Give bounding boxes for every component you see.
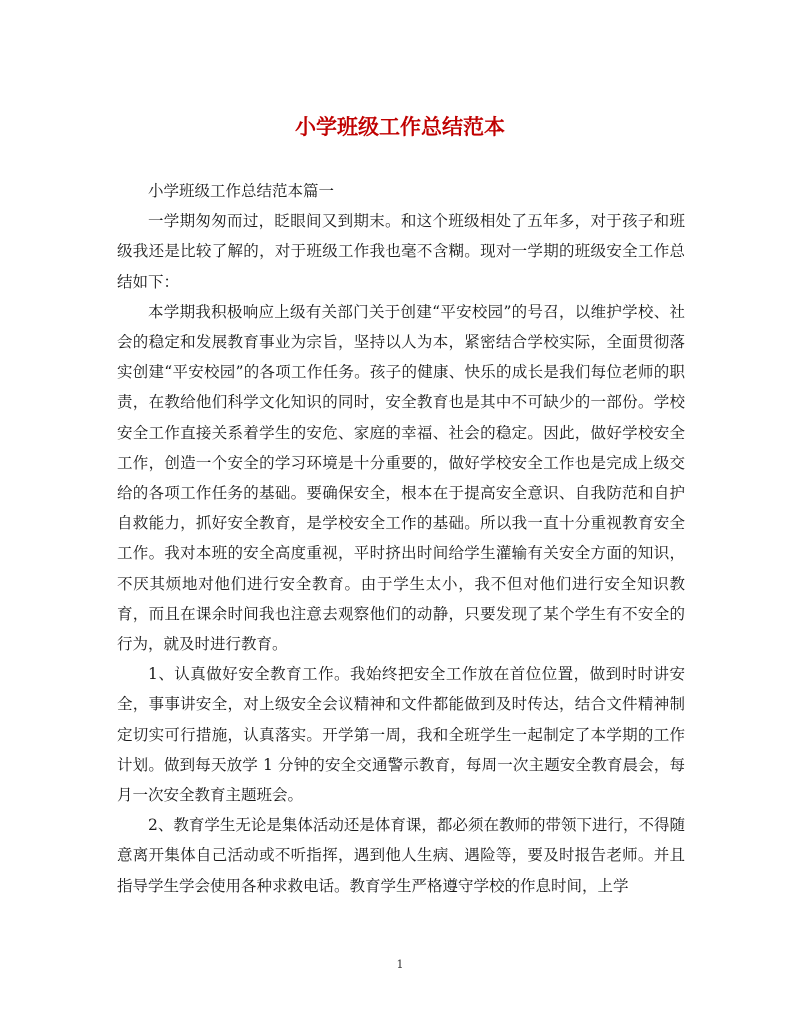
paragraph-intro: 一学期匆匆而过，眨眼间又到期末。和这个班级相处了五年多，对于孩子和班级我还是比较了解的，对于班级工作我也毫不含糊。现对一学期的班级安全工作总结如下： [117,212,685,291]
paragraph-item-1: 1、认真做好安全教育工作。我始终把安全工作放在首位位置，做到时时讲安全，事事讲安全，对上级安全会议精神和文件都能做到及时传达，结合文件精神制定切实可行措施，认真落实。开学第一周，我和全班学生一起制定了本学期的工作计划。做到每天放学 1 分钟的安全交通警示教育，每周一次主题安全教育晨会，每月一次安全教育主题班会。 [117,665,685,805]
page-number: 1 [396,958,404,971]
paragraph-safety-campaign: 本学期我积极响应上级有关部门关于创建“平安校园”的号召，以维护学校、社会的稳定和发展教育事业为宗旨，坚持以人为本，紧密结合学校实际，全面贯彻落实创建“平安校园”的各项工作任务。孩子的健康、快乐的成长是我们每位老师的职责，在教给他们科学文化知识的同时，安全教育也是其中不可缺少的一部份。学校安全工作直接关系着学生的安危、家庭的幸福、社会的稳定。因此，做好学校安全工作，创造一个安全的学习环境是十分重要的，做好学校安全工作也是完成上级交给的各项工作任务的基础。要确保安全，根本在于提高安全意识、自我防范和自护自救能力，抓好安全教育，是学校安全工作的基础。所以我一直十分重视教育安全工作。我对本班的安全高度重视，平时挤出时间给学生灌输有关安全方面的知识，不厌其烦地对他们进行安全教育。由于学生太小，我不但对他们进行安全知识教育，而且在课余时间我也注意去观察他们的动静，只要发现了某个学生有不安全的行为，就及时进行教育。 [117,302,685,654]
paragraph-item-2: 2、教育学生无论是集体活动还是体育课，都必须在教师的带领下进行，不得随意离开集体自己活动或不听指挥，遇到他人生病、遇险等，要及时报告老师。并且指导学生学会使用各种求救电话。教育学生严格遵守学校的作息时间，上学 [117,816,685,895]
document-title: 小学班级工作总结范本 [295,114,505,139]
document-body [117,176,685,901]
section-heading: 小学班级工作总结范本篇一 [148,182,335,200]
